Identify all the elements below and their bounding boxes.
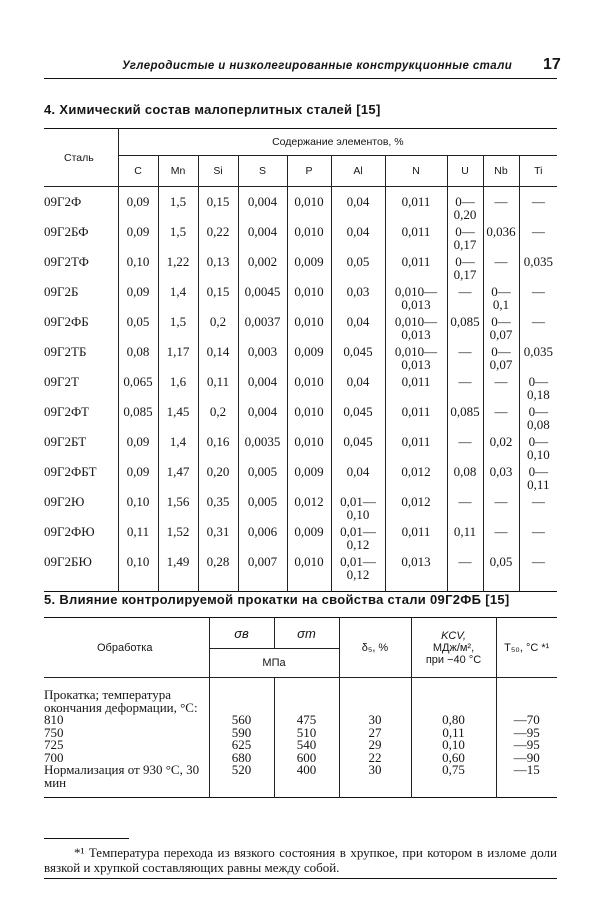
page-number: 17: [543, 56, 561, 73]
cell-u: 0,11: [447, 521, 483, 551]
cell-steel: 09Г2БТ: [44, 434, 87, 449]
table5-title: 5. Влияние контролируемой прокатки на свойства стали 09Г2ФБ [15]: [44, 592, 510, 607]
cell-u: 0— 0,20: [447, 187, 483, 222]
cell-u: 0,08: [447, 461, 483, 491]
cell-proc: 750: [44, 724, 64, 740]
cell-al: 0,01— 0,12: [331, 521, 385, 551]
kcv-line-2: МДж/м²,: [432, 641, 475, 654]
cell-c: 0,09: [118, 187, 158, 222]
cell-c: 0,09: [118, 431, 158, 461]
cell-si: 0,13: [198, 251, 238, 281]
cell-c: 0,10: [118, 491, 158, 521]
cell-si: 0,14: [198, 341, 238, 371]
cell-t50: —90: [496, 752, 557, 765]
cell-proc: 700: [44, 749, 64, 765]
cell-mn: 1,45: [158, 401, 198, 431]
cell-al: 0,03: [331, 281, 385, 311]
cell-ti: —: [519, 187, 557, 222]
cell-ti: 0,035: [519, 251, 557, 281]
table-row: [44, 187, 557, 222]
cell-u: —: [447, 281, 483, 311]
table4-title: 4. Химический состав малоперлитных сталей [15]: [44, 102, 381, 117]
cell-proc: 725: [44, 737, 64, 752]
cell-n: 0,010— 0,013: [385, 281, 447, 311]
cell-s: 0,007: [238, 551, 287, 591]
cell-u: 0,085: [447, 311, 483, 341]
col-header-kcv: [411, 618, 496, 678]
cell-n: 0,012: [385, 461, 447, 491]
cell-p: 0,010: [287, 371, 331, 401]
col-header-element: Si: [198, 156, 238, 187]
col-header-sigma-b: σв: [209, 618, 274, 649]
cell-si: 0,31: [198, 521, 238, 551]
cell-c: 0,065: [118, 371, 158, 401]
cell-nb: —: [483, 251, 519, 281]
cell-mn: 1,5: [158, 221, 198, 251]
cell-sb: 560: [209, 714, 274, 727]
cell-nb: —: [483, 521, 519, 551]
cell-st: 600: [274, 752, 339, 765]
table-row: [44, 221, 557, 251]
cell-s: 0,0035: [238, 431, 287, 461]
cell-n: 0,012: [385, 491, 447, 521]
cell-d: 27: [339, 727, 411, 740]
cell-ti: 0— 0,18: [519, 371, 557, 401]
cell-mn: 1,56: [158, 491, 198, 521]
cell-s: 0,005: [238, 491, 287, 521]
footnote: *¹ Температура перехода из вязкого состояния в хрупкое, при котором в изломе доли вязкой и хрупкой составляющих равны между собой.: [44, 845, 557, 875]
col-header-element: C: [118, 156, 158, 187]
cell-ti: —: [519, 491, 557, 521]
cell-sb: 520: [209, 764, 274, 789]
cell-st: 510: [274, 727, 339, 740]
cell-u: 0— 0,17: [447, 221, 483, 251]
cell-t50: —95: [496, 727, 557, 740]
cell-p: 0,010: [287, 431, 331, 461]
cell-p: 0,010: [287, 221, 331, 251]
cell-d: 30: [339, 764, 411, 789]
running-header: Углеродистые и низколегированные конструкционные стали: [122, 60, 513, 72]
cell-proc: 810: [44, 712, 64, 727]
cell-s: 0,0045: [238, 281, 287, 311]
cell-p: 0,010: [287, 311, 331, 341]
cell-s: 0,006: [238, 521, 287, 551]
cell-steel: 09Г2Т: [44, 374, 79, 389]
cell-steel: 09Г2ТФ: [44, 254, 89, 269]
cell-al: 0,04: [331, 461, 385, 491]
cell-u: —: [447, 551, 483, 591]
cell-s: 0,004: [238, 187, 287, 222]
cell-d: 30: [339, 714, 411, 727]
processing-group-label: Прокатка; температура окончания деформации, °С:: [44, 687, 198, 715]
cell-mn: 1,4: [158, 281, 198, 311]
table-row: [44, 551, 557, 591]
cell-al: 0,04: [331, 187, 385, 222]
cell-p: 0,009: [287, 521, 331, 551]
cell-nb: —: [483, 371, 519, 401]
cell-steel: 09Г2ФБ: [44, 314, 89, 329]
cell-c: 0,10: [118, 551, 158, 591]
cell-si: 0,15: [198, 187, 238, 222]
cell-al: 0,045: [331, 431, 385, 461]
cell-al: 0,04: [331, 311, 385, 341]
cell-si: 0,20: [198, 461, 238, 491]
col-header-element: Mn: [158, 156, 198, 187]
table-row: [44, 281, 557, 311]
cell-steel: 09Г2ФБТ: [44, 464, 97, 479]
cell-ti: —: [519, 521, 557, 551]
cell-sb: 590: [209, 727, 274, 740]
cell-al: 0,01— 0,12: [331, 551, 385, 591]
col-header-sigma-t: σт: [274, 618, 339, 649]
table-row: [44, 461, 557, 491]
cell-al: 0,05: [331, 251, 385, 281]
cell-nb: —: [483, 401, 519, 431]
cell-p: 0,012: [287, 491, 331, 521]
col-header-element: P: [287, 156, 331, 187]
cell-nb: —: [483, 491, 519, 521]
footnote-rule: [44, 838, 129, 839]
cell-si: 0,16: [198, 431, 238, 461]
cell-st: 400: [274, 764, 339, 789]
cell-si: 0,2: [198, 401, 238, 431]
cell-steel: 09Г2ФТ: [44, 404, 89, 419]
cell-n: 0,013: [385, 551, 447, 591]
cell-n: 0,011: [385, 187, 447, 222]
cell-si: 0,35: [198, 491, 238, 521]
header-rule: [44, 78, 557, 79]
cell-p: 0,009: [287, 461, 331, 491]
cell-mn: 1,6: [158, 371, 198, 401]
cell-si: 0,28: [198, 551, 238, 591]
cell-ti: 0— 0,11: [519, 461, 557, 491]
cell-st: 475: [274, 714, 339, 727]
cell-ti: 0— 0,08: [519, 401, 557, 431]
cell-n: 0,011: [385, 371, 447, 401]
col-group-header: Содержание элементов, %: [118, 129, 557, 156]
col-header-processing: Обработка: [97, 641, 153, 654]
cell-n: 0,011: [385, 251, 447, 281]
cell-si: 0,22: [198, 221, 238, 251]
cell-kcv: 0,10: [411, 739, 496, 752]
cell-kcv: 0,75: [411, 764, 496, 789]
col-header-element: Al: [331, 156, 385, 187]
cell-p: 0,010: [287, 551, 331, 591]
col-header-delta: δ₅, %: [339, 618, 411, 678]
cell-si: 0,11: [198, 371, 238, 401]
cell-s: 0,005: [238, 461, 287, 491]
cell-si: 0,15: [198, 281, 238, 311]
table-row: [44, 431, 557, 461]
cell-steel: 09Г2Ф: [44, 194, 82, 209]
cell-steel: 09Г2Б: [44, 284, 79, 299]
col-header-steel: Сталь: [44, 129, 118, 187]
cell-t50: —15: [496, 764, 557, 789]
cell-nb: 0— 0,07: [483, 311, 519, 341]
cell-u: —: [447, 371, 483, 401]
page-bottom-rule: [44, 878, 557, 879]
cell-n: 0,011: [385, 521, 447, 551]
cell-al: 0,04: [331, 371, 385, 401]
cell-u: —: [447, 341, 483, 371]
cell-mn: 1,4: [158, 431, 198, 461]
cell-s: 0,0037: [238, 311, 287, 341]
cell-t50: —70: [496, 714, 557, 727]
cell-ti: —: [519, 281, 557, 311]
cell-ti: 0,035: [519, 341, 557, 371]
cell-nb: 0,03: [483, 461, 519, 491]
cell-ti: 0— 0,10: [519, 431, 557, 461]
cell-steel: 09Г2БЮ: [44, 554, 92, 569]
cell-p: 0,010: [287, 187, 331, 222]
table-row: [44, 401, 557, 431]
cell-c: 0,085: [118, 401, 158, 431]
table-row: [44, 311, 557, 341]
cell-n: 0,011: [385, 221, 447, 251]
cell-kcv: 0,80: [411, 714, 496, 727]
col-header-element: N: [385, 156, 447, 187]
table-row: [44, 251, 557, 281]
cell-p: 0,010: [287, 401, 331, 431]
cell-s: 0,004: [238, 221, 287, 251]
cell-ti: —: [519, 221, 557, 251]
cell-steel: 09Г2ТБ: [44, 344, 87, 359]
cell-nb: 0— 0,1: [483, 281, 519, 311]
table-row: [44, 341, 557, 371]
col-header-element: U: [447, 156, 483, 187]
cell-t50: —95: [496, 739, 557, 752]
cell-c: 0,08: [118, 341, 158, 371]
cell-st: 540: [274, 739, 339, 752]
cell-al: 0,045: [331, 401, 385, 431]
cell-u: —: [447, 491, 483, 521]
cell-ti: —: [519, 311, 557, 341]
cell-nb: 0,02: [483, 431, 519, 461]
cell-mn: 1,5: [158, 187, 198, 222]
cell-s: 0,003: [238, 341, 287, 371]
table-row: [44, 371, 557, 401]
cell-n: 0,010— 0,013: [385, 311, 447, 341]
cell-d: 29: [339, 739, 411, 752]
cell-u: 0— 0,17: [447, 251, 483, 281]
kcv-line-3: при −40 °С: [425, 653, 482, 666]
table-row: [44, 521, 557, 551]
cell-al: 0,04: [331, 221, 385, 251]
cell-mn: 1,17: [158, 341, 198, 371]
cell-n: 0,010— 0,013: [385, 341, 447, 371]
col-header-t50: T₅₀, °С *¹: [496, 618, 557, 678]
cell-ti: —: [519, 551, 557, 591]
cell-proc: Нормализация от 930 °С, 30 мин: [44, 762, 200, 790]
col-header-element: Ti: [519, 156, 557, 187]
table-row: [44, 491, 557, 521]
col-header-unit-mpa: МПа: [209, 649, 339, 678]
cell-nb: 0,036: [483, 221, 519, 251]
cell-c: 0,05: [118, 311, 158, 341]
cell-c: 0,11: [118, 521, 158, 551]
col-header-element: S: [238, 156, 287, 187]
rolling-properties-table: [44, 617, 557, 798]
cell-al: 0,01— 0,10: [331, 491, 385, 521]
cell-mn: 1,52: [158, 521, 198, 551]
cell-c: 0,09: [118, 221, 158, 251]
col-header-element: Nb: [483, 156, 519, 187]
cell-steel: 09Г2Ю: [44, 494, 85, 509]
cell-p: 0,010: [287, 281, 331, 311]
cell-nb: 0— 0,07: [483, 341, 519, 371]
cell-kcv: 0,60: [411, 752, 496, 765]
cell-u: —: [447, 431, 483, 461]
cell-kcv: 0,11: [411, 727, 496, 740]
cell-n: 0,011: [385, 431, 447, 461]
cell-c: 0,09: [118, 461, 158, 491]
cell-sb: 625: [209, 739, 274, 752]
table-row: [44, 764, 557, 789]
cell-s: 0,002: [238, 251, 287, 281]
cell-d: 22: [339, 752, 411, 765]
cell-al: 0,045: [331, 341, 385, 371]
cell-mn: 1,47: [158, 461, 198, 491]
cell-nb: 0,05: [483, 551, 519, 591]
cell-n: 0,011: [385, 401, 447, 431]
cell-sb: 680: [209, 752, 274, 765]
cell-mn: 1,49: [158, 551, 198, 591]
cell-steel: 09Г2ФЮ: [44, 524, 95, 539]
cell-mn: 1,22: [158, 251, 198, 281]
cell-p: 0,009: [287, 341, 331, 371]
cell-u: 0,085: [447, 401, 483, 431]
chemical-composition-table: [44, 128, 557, 592]
cell-s: 0,004: [238, 371, 287, 401]
cell-s: 0,004: [238, 401, 287, 431]
cell-mn: 1,5: [158, 311, 198, 341]
cell-p: 0,009: [287, 251, 331, 281]
kcv-line-1: KCV,: [441, 629, 466, 642]
cell-c: 0,10: [118, 251, 158, 281]
cell-c: 0,09: [118, 281, 158, 311]
cell-steel: 09Г2БФ: [44, 224, 89, 239]
cell-nb: —: [483, 187, 519, 222]
cell-si: 0,2: [198, 311, 238, 341]
